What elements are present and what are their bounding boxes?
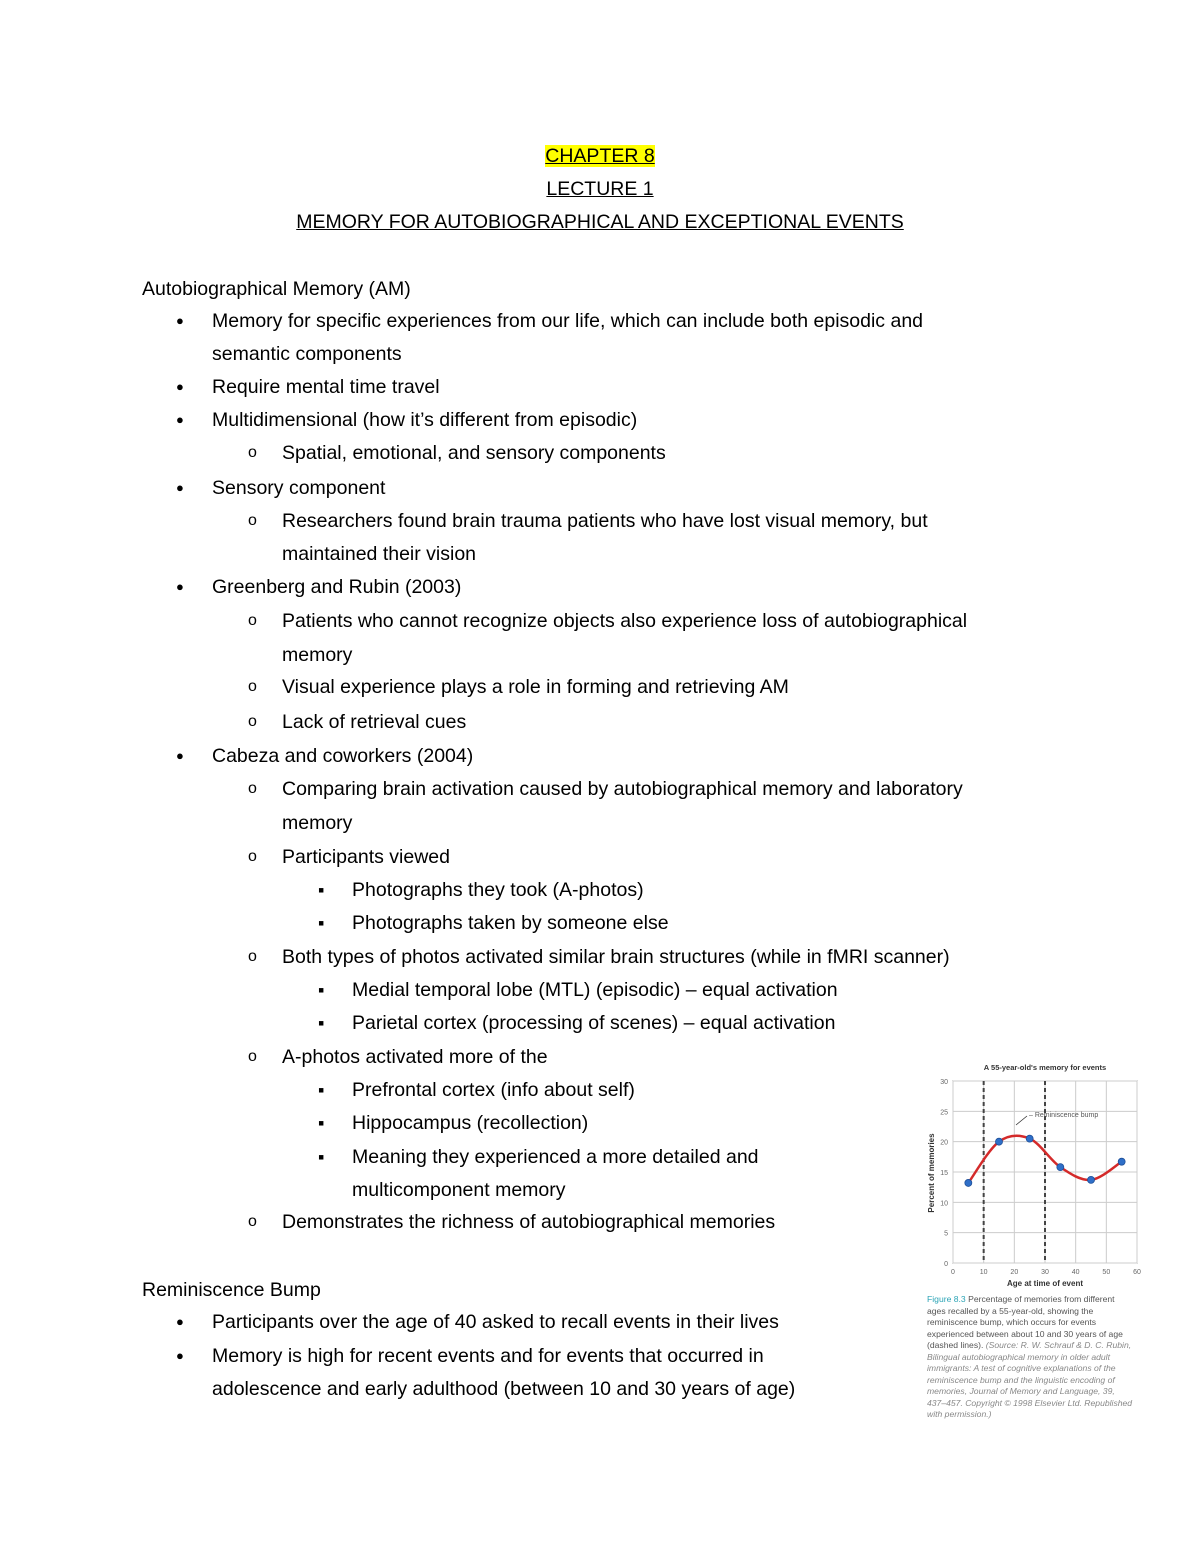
x-tick-label: 10 — [979, 1269, 988, 1276]
y-tick-label: 15 — [940, 1170, 948, 1177]
list-item-text: Researchers found brain trauma patients who have lost visual memory, but — [282, 510, 928, 532]
square-marker: ▪ — [318, 880, 325, 900]
data-point — [1088, 1176, 1095, 1183]
circle-marker: o — [248, 612, 257, 629]
list-item-text: semantic components — [212, 343, 402, 365]
x-tick-label: 50 — [1102, 1269, 1111, 1276]
list-item-text: Memory for specific experiences from our life, which can include both episodic and — [212, 310, 924, 332]
x-tick-label: 60 — [1133, 1269, 1141, 1276]
lecture-heading: LECTURE 1 — [546, 178, 654, 200]
data-point — [1057, 1164, 1064, 1171]
x-tick-label: 40 — [1071, 1269, 1080, 1276]
square-marker: ▪ — [318, 1113, 325, 1133]
list-item-text: memory — [282, 644, 353, 666]
x-axis-label: Age at time of event — [1006, 1279, 1084, 1288]
list-item-text: Sensory component — [212, 477, 386, 499]
bullet-marker: ● — [176, 579, 184, 594]
square-marker: ▪ — [318, 1080, 325, 1100]
bullet-marker: ● — [176, 313, 184, 328]
caption-label: Figure 8.3 — [927, 1294, 966, 1304]
square-marker: ▪ — [318, 1013, 325, 1033]
list-item-text: multicomponent memory — [352, 1179, 566, 1201]
list-item-text: maintained their vision — [282, 543, 477, 565]
circle-marker: o — [248, 948, 257, 965]
list-item-text: Both types of photos activated similar brain structures (while in fMRI scanner) — [282, 946, 950, 968]
y-axis-label: Percent of memories — [927, 1133, 936, 1213]
y-tick-label: 0 — [944, 1261, 948, 1268]
square-marker: ▪ — [318, 1147, 325, 1167]
y-tick-label: 30 — [940, 1079, 948, 1086]
x-tick-label: 20 — [1010, 1269, 1019, 1276]
list-item-text: Multidimensional (how it’s different from episodic) — [212, 409, 638, 431]
list-item-text: Patients who cannot recognize objects also experience loss of autobiographical — [282, 610, 968, 632]
circle-marker: o — [248, 512, 257, 529]
x-tick-label: 0 — [951, 1269, 955, 1276]
square-marker: ▪ — [318, 980, 325, 1000]
bullet-marker: ● — [176, 748, 184, 763]
list-item-text: Lack of retrieval cues — [282, 711, 467, 733]
bullet-marker: ● — [176, 379, 184, 394]
data-point — [1118, 1158, 1125, 1165]
bullet-marker: ● — [176, 1314, 184, 1329]
list-item-text: Greenberg and Rubin (2003) — [212, 576, 462, 598]
list-item-text: Visual experience plays a role in forming and retrieving AM — [282, 676, 789, 698]
y-tick-label: 5 — [944, 1230, 948, 1238]
chart-title: A 55-year-old's memory for events — [983, 1063, 1107, 1072]
list-item-text: Spatial, emotional, and sensory components — [282, 442, 666, 464]
list-item-text: Meaning they experienced a more detailed and — [352, 1146, 759, 1168]
bullet-marker: ● — [176, 1348, 184, 1363]
document-title: MEMORY FOR AUTOBIOGRAPHICAL AND EXCEPTIONAL EVENTS — [296, 211, 904, 233]
list-item-text: Cabeza and coworkers (2004) — [212, 745, 474, 767]
list-item-text: Photographs they took (A-photos) — [352, 879, 644, 901]
list-item-text: Photographs taken by someone else — [352, 912, 669, 934]
circle-marker: o — [248, 713, 257, 730]
list-item-text: Participants over the age of 40 asked to recall events in their lives — [212, 1311, 779, 1333]
section-heading: Autobiographical Memory (AM) — [142, 278, 411, 300]
section-heading: Reminiscence Bump — [142, 1279, 321, 1301]
list-item-text: Parietal cortex (processing of scenes) – equal activation — [352, 1012, 836, 1034]
list-item-text: Memory is high for recent events and for events that occurred in — [212, 1345, 764, 1367]
circle-marker: o — [248, 1048, 257, 1065]
y-tick-label: 10 — [940, 1200, 948, 1208]
y-tick-label: 20 — [940, 1139, 948, 1147]
bullet-marker: ● — [176, 480, 184, 495]
circle-marker: o — [248, 678, 257, 695]
list-item-text: adolescence and early adulthood (between 10 and 30 years of age) — [212, 1378, 796, 1400]
list-item-text: Participants viewed — [282, 846, 450, 868]
chapter-heading — [0, 144, 1200, 168]
circle-marker: o — [248, 444, 257, 461]
list-item-text: Prefrontal cortex (info about self) — [352, 1079, 635, 1101]
circle-marker: o — [248, 780, 257, 797]
caption-text: Percentage of memories from different ages recalled by a 55-year-old, showing the reminiscence bump, which occurs for events experienced between about 10 and 30 years of age (dashed lines). — [927, 1294, 1123, 1350]
circle-marker: o — [248, 848, 257, 865]
chapter-label: CHAPTER 8 — [545, 145, 655, 167]
list-item-text: Hippocampus (recollection) — [352, 1112, 589, 1134]
caption-source: (Source: R. W. Schrauf & D. C. Rubin, Bilingual autobiographical memory in older adult immigrants: A test of cognitive explanations of the reminiscence bump and the linguistic encoding of memories, Journal of Memory and Language, 39, 437–457. Copyright © 1998 Elsevier Ltd. Republished with permission.) — [927, 1340, 1133, 1419]
list-item-text: Comparing brain activation caused by autobiographical memory and laboratory — [282, 778, 963, 800]
list-item-text: Medial temporal lobe (MTL) (episodic) – equal activation — [352, 979, 838, 1001]
list-item-text: Require mental time travel — [212, 376, 440, 398]
reminiscence-chart — [920, 1058, 1150, 1298]
circle-marker: o — [248, 1213, 257, 1230]
x-tick-label: 30 — [1041, 1269, 1049, 1276]
annotation-label: – Reminiscence bump — [1029, 1112, 1099, 1119]
square-marker: ▪ — [318, 913, 325, 933]
list-item-text: memory — [282, 812, 353, 834]
list-item-text: Demonstrates the richness of autobiographical memories — [282, 1211, 776, 1233]
data-point — [1026, 1135, 1033, 1142]
y-tick-label: 25 — [940, 1109, 948, 1117]
figure-caption — [927, 1294, 1133, 1421]
bullet-marker: ● — [176, 412, 184, 427]
data-point — [996, 1138, 1003, 1145]
list-item-text: A-photos activated more of the — [282, 1046, 548, 1068]
data-point — [965, 1179, 972, 1186]
